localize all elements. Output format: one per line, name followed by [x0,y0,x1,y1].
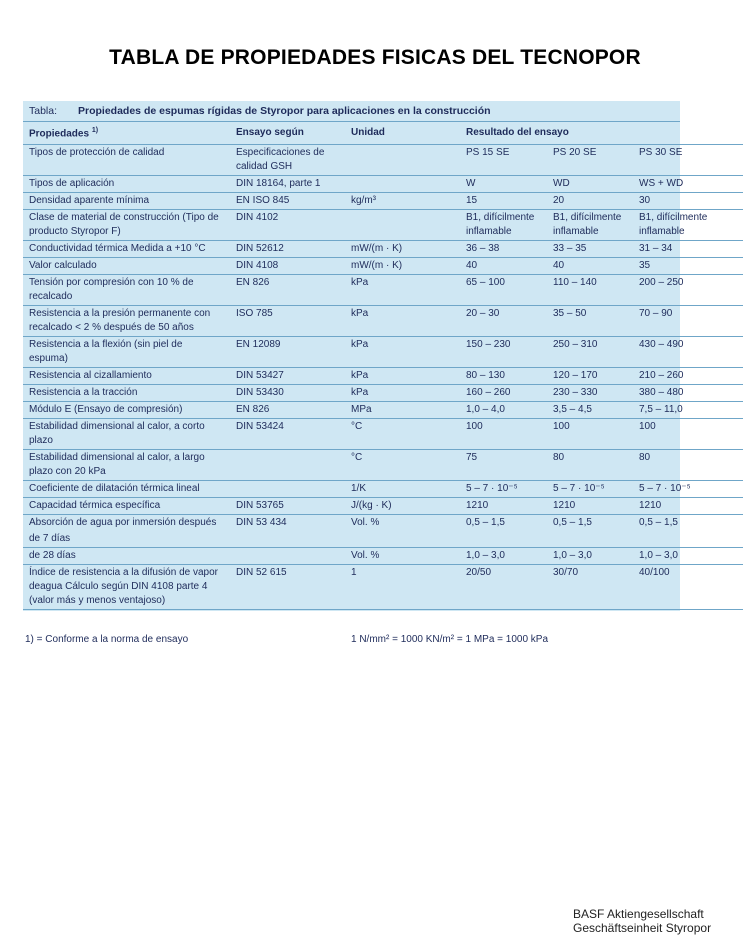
cell-unit: 1 [345,565,460,610]
cell-test: DIN 53 434 [230,515,345,548]
cell-value: 3,5 – 4,5 [547,402,633,419]
cell-test: EN 12089 [230,337,345,368]
table-row [23,385,743,402]
cell-property: Estabilidad dimensional al calor, a corto plazo [23,419,230,450]
cell-value: W [460,176,547,193]
cell-value: 100 [547,419,633,450]
table-row [23,275,743,306]
cell-unit [345,210,460,241]
cell-unit: kPa [345,306,460,337]
cell-value: B1, difícilmente inflamable [547,210,633,241]
cell-value: 40/100 [633,565,743,610]
cell-value: B1, difícilmente inflamable [633,210,743,241]
cell-unit: °C [345,450,460,481]
cell-value: PS 15 SE [460,145,547,176]
table-caption [23,101,680,122]
cell-unit [345,145,460,176]
publisher-line: BASF Aktiengesellschaft [573,907,704,921]
cell-value: 430 – 490 [633,337,743,368]
cell-value: 100 [460,419,547,450]
cell-value: 80 – 130 [460,368,547,385]
cell-test: DIN 4102 [230,210,345,241]
cell-test [230,481,345,498]
cell-value: 31 – 34 [633,241,743,258]
cell-test: Especificaciones de calidad GSH [230,145,345,176]
header-ensayo: Ensayo según [230,122,345,145]
cell-value: 1210 [547,498,633,515]
cell-unit: °C [345,419,460,450]
cell-value: 36 – 38 [460,241,547,258]
cell-value: 1,0 – 4,0 [460,402,547,419]
publisher-line: Geschäftseinheit Styropor [573,921,712,935]
cell-value: 5 – 7 · 10⁻⁵ [460,481,547,498]
cell-property: Resistencia a la presión permanente con recalcado < 2 % después de 50 años [23,306,230,337]
cell-value: 1,0 – 3,0 [633,548,743,565]
cell-test: DIN 53430 [230,385,345,402]
cell-unit: kPa [345,275,460,306]
cell-property: Tipos de protección de calidad [23,145,230,176]
cell-value: 35 [633,258,743,275]
cell-value: 0,5 – 1,5 [633,515,743,548]
cell-property: Tipos de aplicación [23,176,230,193]
cell-value: 40 [460,258,547,275]
footnote: 1) = Conforme a la norma de ensayo [25,634,189,645]
table-row [23,145,743,176]
cell-value: 7,5 – 11,0 [633,402,743,419]
cell-value: 100 [633,419,743,450]
cell-property: Capacidad térmica específica [23,498,230,515]
cell-value: 65 – 100 [460,275,547,306]
cell-value: 80 [633,450,743,481]
unit-conversion: 1 N/mm² = 1000 KN/m² = 1 MPa = 1000 kPa [351,634,549,645]
table-row [23,210,743,241]
cell-value: 1210 [460,498,547,515]
cell-test: DIN 18164, parte 1 [230,176,345,193]
cell-property: Valor calculado [23,258,230,275]
properties-table [23,101,708,611]
cell-test: DIN 53765 [230,498,345,515]
cell-value: 5 – 7 · 10⁻⁵ [547,481,633,498]
publisher-note [573,907,711,935]
table-row [23,515,743,532]
table-row [23,337,743,368]
cell-value: 110 – 140 [547,275,633,306]
cell-value: 120 – 170 [547,368,633,385]
cell-test: DIN 52 615 [230,565,345,610]
cell-value: 1210 [633,498,743,515]
table-row [23,450,743,481]
cell-property: Resistencia a la tracción [23,385,230,402]
cell-value: 200 – 250 [633,275,743,306]
table-row [23,193,743,210]
cell-value: PS 30 SE [633,145,743,176]
cell-property-sub: de 28 días [23,548,230,565]
table-row [23,402,743,419]
caption-label: Tabla: [29,105,58,117]
cell-test: EN ISO 845 [230,193,345,210]
cell-test: EN 826 [230,275,345,306]
table-row [23,176,743,193]
cell-unit: kPa [345,337,460,368]
caption-text: Propiedades de espumas rígidas de Styropor para aplicaciones en la construcción [78,105,491,117]
cell-value: 30/70 [547,565,633,610]
cell-property: Estabilidad dimensional al calor, a largo plazo con 20 kPa [23,450,230,481]
cell-unit: J/(kg · K) [345,498,460,515]
cell-value: 80 [547,450,633,481]
cell-unit: kPa [345,368,460,385]
cell-value: 230 – 330 [547,385,633,402]
page-title: TABLA DE PROPIEDADES FISICAS DEL TECNOPOR [109,46,641,69]
cell-value: 75 [460,450,547,481]
cell-value: 210 – 260 [633,368,743,385]
cell-property: Tensión por compresión con 10 % de recalcado [23,275,230,306]
cell-property: Densidad aparente mínima [23,193,230,210]
header-row [23,122,743,145]
header-resultado: Resultado del ensayo [460,122,743,145]
cell-value: 15 [460,193,547,210]
cell-value: WS + WD [633,176,743,193]
cell-value: 40 [547,258,633,275]
cell-test: DIN 4108 [230,258,345,275]
cell-value: 0,5 – 1,5 [547,515,633,548]
cell-unit: kg/m³ [345,193,460,210]
cell-value: 160 – 260 [460,385,547,402]
cell-value: 20 – 30 [460,306,547,337]
cell-value: 250 – 310 [547,337,633,368]
cell-value: 0,5 – 1,5 [460,515,547,548]
table-row [23,258,743,275]
cell-unit: Vol. % [345,515,460,548]
table-row [23,498,743,515]
cell-property: Resistencia al cizallamiento [23,368,230,385]
cell-property: Conductividad térmica Medida a +10 °C [23,241,230,258]
cell-value: 20/50 [460,565,547,610]
cell-value: 1,0 – 3,0 [547,548,633,565]
cell-test: DIN 52612 [230,241,345,258]
cell-property: Absorción de agua por inmersión después [29,517,217,528]
cell-property: Clase de material de construcción (Tipo de producto Styropor F) [23,210,230,241]
cell-property: Resistencia a la flexión (sin piel de espuma) [23,337,230,368]
table-row [23,481,743,498]
cell-unit: Vol. % [345,548,460,565]
cell-value: PS 20 SE [547,145,633,176]
table-row [23,306,743,337]
cell-unit: mW/(m · K) [345,241,460,258]
table-row [23,548,743,565]
cell-value: 70 – 90 [633,306,743,337]
table-row [23,368,743,385]
cell-value: 380 – 480 [633,385,743,402]
cell-unit [345,176,460,193]
cell-property: Índice de resistencia a la difusión de vapor deagua Cálculo según DIN 4108 parte 4 (valor más y menos ventajoso) [23,565,230,610]
cell-unit: mW/(m · K) [345,258,460,275]
cell-test: ISO 785 [230,306,345,337]
header-unidad: Unidad [345,122,460,145]
cell-test: DIN 53424 [230,419,345,450]
cell-value: 5 – 7 · 10⁻⁵ [633,481,743,498]
table-row [23,565,743,610]
cell-property: Coeficiente de dilatación térmica lineal [23,481,230,498]
cell-property-sub: de 7 días [23,531,230,548]
cell-value: WD [547,176,633,193]
cell-test [230,450,345,481]
cell-test: DIN 53427 [230,368,345,385]
cell-test [230,548,345,565]
cell-value: 150 – 230 [460,337,547,368]
table-row [23,419,743,450]
properties-grid [23,122,743,610]
cell-value: 35 – 50 [547,306,633,337]
cell-unit: kPa [345,385,460,402]
cell-value: 33 – 35 [547,241,633,258]
cell-unit: 1/K [345,481,460,498]
cell-value: 30 [633,193,743,210]
table-row [23,241,743,258]
header-propiedades: Propiedades $^{1)}$ [23,122,230,145]
cell-value: B1, difícilmente inflamable [460,210,547,241]
cell-value: 20 [547,193,633,210]
cell-unit: MPa [345,402,460,419]
cell-value: 1,0 – 3,0 [460,548,547,565]
cell-test: EN 826 [230,402,345,419]
cell-property: Módulo E (Ensayo de compresión) [23,402,230,419]
